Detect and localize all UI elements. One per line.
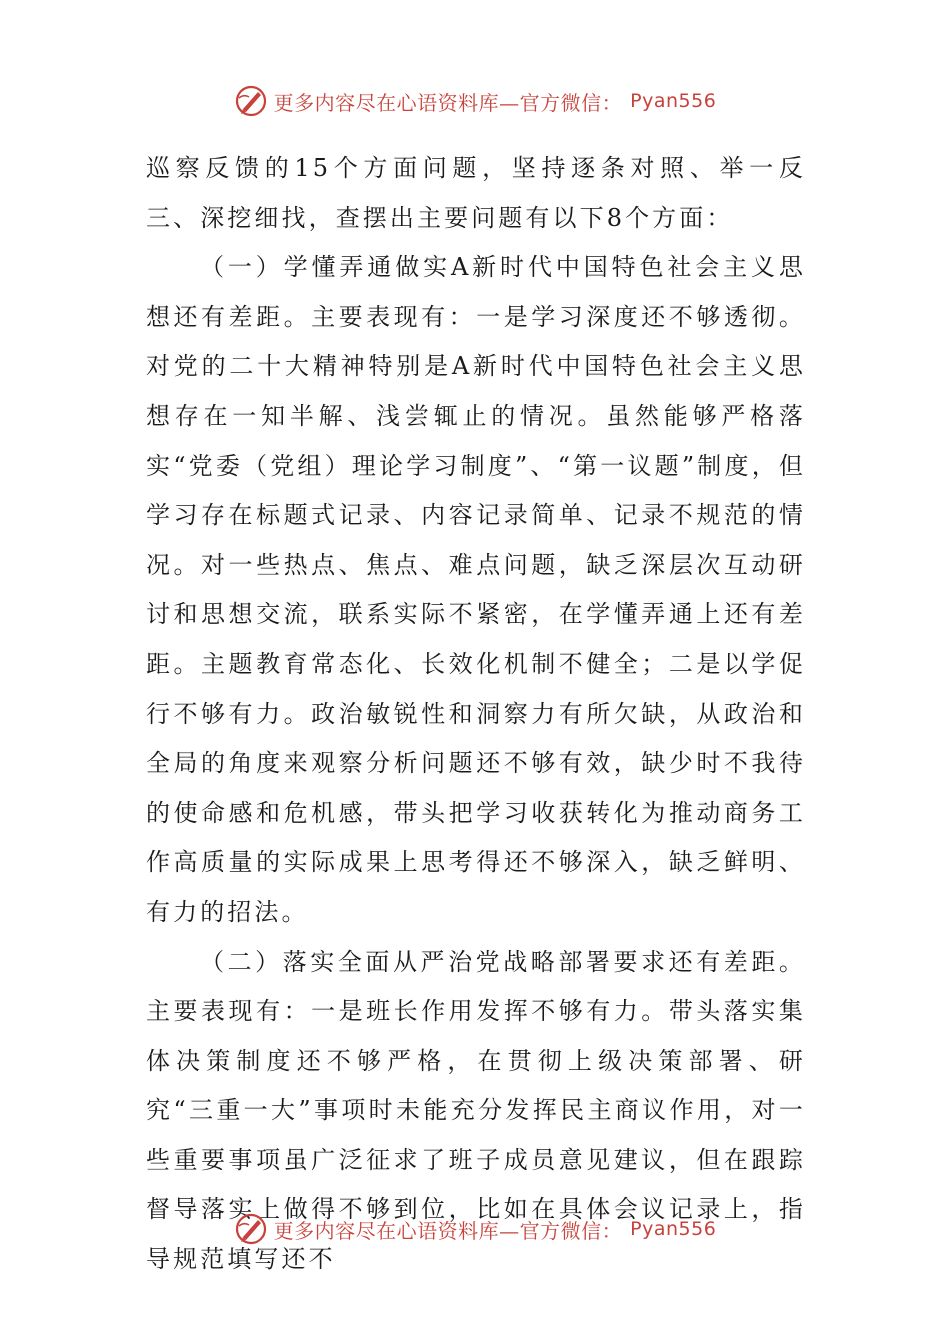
watermark-text: 更多内容尽在心语资料库—官方微信： [273,90,623,115]
watermark-text: 更多内容尽在心语资料库—官方微信： [273,1218,623,1243]
pen-logo-icon [234,84,268,118]
paragraph-intro: 巡察反馈的15个方面问题，坚持逐条对照、举一反三、深挖细找，查摆出主要问题有以下8个方面： [146,154,806,232]
paragraph-section-1: （一）学懂弄通做实A新时代中国特色社会主义思想还有差距。主要表现有：一是学习深度还不够透彻。对党的二十大精神特别是A新时代中国特色社会主义思想存在一知半解、浅尝辄止的情况。虽然能够严格落实“党委（党组）理论学习制度”、“第一议题”制度，但学习存在标题式记录、内容记录简单、记录不规范的情况。对一些热点、焦点、难点问题，缺乏深层次互动研讨和思想交流，联系实际不紧密，在学懂弄通上还有差距。主题教育常态化、长效化机制不健全；二是以学促行不够有力。政治敏锐性和洞察力有所欠缺，从政治和全局的角度来观察分析问题还不够有效，缺少时不我待的使命感和危机感，带头把学习收获转化为推动商务工作高质量的实际成果上思考得还不够深入，缺乏鲜明、有力的招法。 [146,253,806,926]
watermark-footer [0,1212,950,1246]
watermark-code: Pyan556 [630,1218,717,1240]
pen-logo-icon [234,1212,268,1246]
paragraph-section-2: （二）落实全面从严治党战略部署要求还有差距。主要表现有：一是班长作用发挥不够有力。带头落实集体决策制度还不够严格，在贯彻上级决策部署、研究“三重一大”事项时未能充分发挥民主商议作用，对一些重要事项虽广泛征求了班子成员意见建议，但在跟踪督导落实上做得不够到位，比如在具体会议记录上，指导规范填写还不 [146,947,806,1274]
watermark-code: Pyan556 [630,90,717,112]
watermark-header [0,84,950,118]
document-body [146,144,806,1285]
